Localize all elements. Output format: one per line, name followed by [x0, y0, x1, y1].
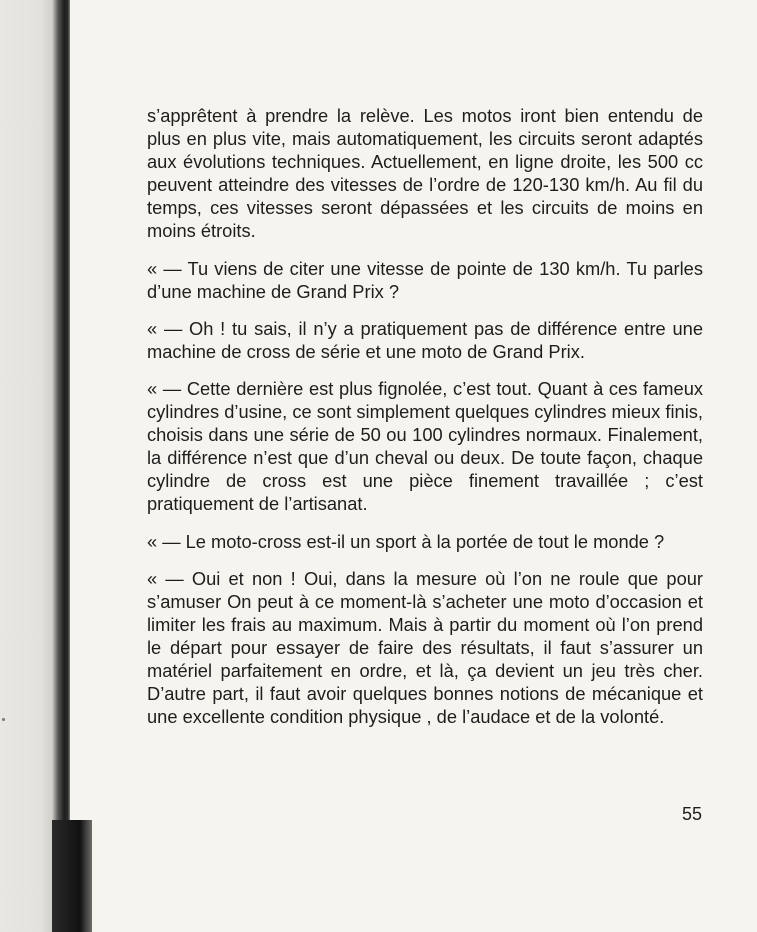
paragraph: « — Oui et non ! Oui, dans la mesure où l’on ne roule que pour s’amuser On peut à ce moment-là s’acheter une moto d’occasion et limiter les frais au maximum. Mais à partir du moment où l’on prend le départ pour essayer de faire des résultats, il faut s’assurer un matériel parfaitement en ordre, et là, ça devient un jeu très cher. D’autre part, il faut avoir quelques bonnes notions de mécanique et une excellente condition physique , de l’audace et de la volonté. — [147, 567, 703, 728]
book-spine-shadow — [52, 820, 92, 932]
page-body — [147, 104, 703, 742]
page-number: 55 — [682, 804, 703, 824]
paragraph: « — Le moto-cross est-il un sport à la portée de tout le monde ? — [147, 530, 665, 552]
paragraph: « — Cette dernière est plus fignolée, c’est tout. Quant à ces fameux cylindres d’usine, ce sont simplement quelques cylindres mieux finis, choisis dans une série de 50 ou 100 cylindres normaux. Finalement, la différence n’est que d’un cheval ou deux. De toute façon, chaque cylindre de cross est une pièce finement travaillée ; c’est pratiquement de l’artisanat. — [147, 377, 703, 515]
paragraph: « — Oh ! tu sais, il n’y a pratiquement pas de différence entre une machine de cross de série et une moto de Grand Prix. — [147, 317, 703, 362]
scan-speck — [2, 718, 5, 721]
paragraph: « — Tu viens de citer une vitesse de pointe de 130 km/h. Tu parles d’une machine de Grand Prix ? — [147, 257, 703, 302]
paragraph: s’apprêtent à prendre la relève. Les motos iront bien entendu de plus en plus vite, mais automatiquement, les circuits seront adaptés aux évolutions techniques. Actuellement, en ligne droite, les 500 cc peuvent atteindre des vitesses de l’ordre de 120-130 km/h. Au fil du temps, ces vitesses seront dépassées et les circuits de moins en moins étroits. — [147, 105, 703, 242]
book-gutter — [0, 0, 70, 932]
